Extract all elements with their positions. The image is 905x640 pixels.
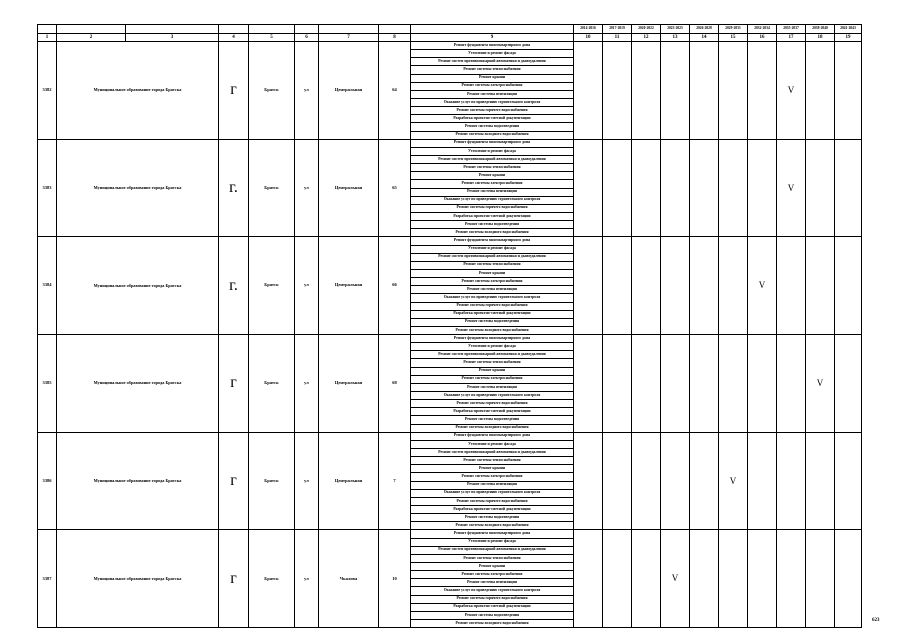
blank-header-cell <box>295 25 319 34</box>
work-type: Ремонт системы теплоснабжения <box>411 66 574 74</box>
period-cell <box>690 139 719 237</box>
work-type: Ремонт крыши <box>411 367 574 375</box>
owner-name: Муниципальное образование города Братска <box>57 432 219 530</box>
work-type: Ремонт системы электроснабжения <box>411 375 574 383</box>
street-type: ул <box>295 530 319 628</box>
work-type: Ремонт системы водоотведения <box>411 221 574 229</box>
column-number: 12 <box>632 34 661 42</box>
period-cell <box>748 42 777 140</box>
work-type: Оказание услуг по проведению строительного контроля <box>411 489 574 497</box>
work-type: Ремонт системы горячего водоснабжения <box>411 302 574 310</box>
period-cell <box>719 42 748 140</box>
blank-header-cell <box>411 25 574 34</box>
period-cell <box>574 335 603 433</box>
column-number: 15 <box>719 34 748 42</box>
period-cell <box>719 335 748 433</box>
house-number: 68 <box>379 335 411 433</box>
period-cell <box>632 432 661 530</box>
work-type: Разработка проектно-сметной документации <box>411 603 574 611</box>
blank-header-cell <box>249 25 295 34</box>
work-type: Ремонт системы теплоснабжения <box>411 261 574 269</box>
repair-period-mark: V <box>806 335 835 433</box>
work-type: Оказание услуг по проведению строительного контроля <box>411 196 574 204</box>
city-name: Братск <box>249 530 295 628</box>
period-cell <box>632 237 661 335</box>
year-period-header: 2041-2043 <box>835 25 862 34</box>
work-type: Ремонт системы водоотведения <box>411 611 574 619</box>
work-type: Ремонт системы горячего водоснабжения <box>411 400 574 408</box>
work-row <box>38 530 862 538</box>
repair-period-mark: V <box>777 42 806 140</box>
work-type: Ремонт системы вентиляции <box>411 286 574 294</box>
street-type: ул <box>295 42 319 140</box>
year-period-header: 2038-2040 <box>806 25 835 34</box>
work-type: Ремонт системы холодного водоснабжения <box>411 522 574 530</box>
work-type: Ремонт системы водоотведения <box>411 416 574 424</box>
period-cell <box>603 530 632 628</box>
year-period-header: 2032-2034 <box>748 25 777 34</box>
street-name: Центральная <box>319 237 379 335</box>
street-type: ул <box>295 237 319 335</box>
column-number: 7 <box>319 34 379 42</box>
column-number: 3 <box>126 34 219 42</box>
work-type: Оказание услуг по проведению строительного контроля <box>411 98 574 106</box>
owner-name: Муниципальное образование города Братска <box>57 139 219 237</box>
period-cell <box>632 42 661 140</box>
period-cell <box>806 139 835 237</box>
work-type: Ремонт системы водоотведения <box>411 123 574 131</box>
period-cell <box>748 139 777 237</box>
period-cell <box>777 530 806 628</box>
blank-header-cell <box>38 25 57 34</box>
period-cell <box>806 530 835 628</box>
work-type: Ремонт системы электроснабжения <box>411 278 574 286</box>
work-type: Разработка проектно-сметной документации <box>411 408 574 416</box>
period-cell <box>806 237 835 335</box>
record-id: 3385 <box>38 335 57 433</box>
period-cell <box>574 432 603 530</box>
period-cell <box>835 530 862 628</box>
street-name: Центральная <box>319 432 379 530</box>
column-number: 14 <box>690 34 719 42</box>
period-cell <box>777 335 806 433</box>
work-row <box>38 432 862 440</box>
work-type: Ремонт фундамента многоквартирного дома <box>411 432 574 440</box>
period-cell <box>719 530 748 628</box>
period-cell <box>661 42 690 140</box>
work-type: Ремонт систем противопожарной автоматики и дымоудаления <box>411 546 574 554</box>
year-period-header: 2029-2031 <box>719 25 748 34</box>
column-number: 17 <box>777 34 806 42</box>
year-period-header: 2026-2028 <box>690 25 719 34</box>
period-cell <box>574 139 603 237</box>
work-type: Ремонт систем противопожарной автоматики и дымоудаления <box>411 351 574 359</box>
work-type: Ремонт фундамента многоквартирного дома <box>411 42 574 50</box>
city-name: Братск <box>249 432 295 530</box>
year-period-header: 2014-2016 <box>574 25 603 34</box>
period-cell <box>603 335 632 433</box>
work-type: Оказание услуг по проведению строительного контроля <box>411 587 574 595</box>
work-type: Ремонт системы холодного водоснабжения <box>411 424 574 432</box>
work-type: Разработка проектно-сметной документации <box>411 310 574 318</box>
work-type: Ремонт крыши <box>411 172 574 180</box>
period-cell <box>719 237 748 335</box>
work-row <box>38 139 862 147</box>
work-type: Ремонт системы горячего водоснабжения <box>411 497 574 505</box>
period-cell <box>835 139 862 237</box>
column-number: 19 <box>835 34 862 42</box>
column-number: 8 <box>379 34 411 42</box>
street-name: Центральная <box>319 335 379 433</box>
city-name: Братск <box>249 335 295 433</box>
period-cell <box>806 432 835 530</box>
period-cell <box>574 237 603 335</box>
work-type: Утепление и ремонт фасада <box>411 50 574 58</box>
work-type: Утепление и ремонт фасада <box>411 147 574 155</box>
work-row <box>38 335 862 343</box>
period-cell <box>835 432 862 530</box>
year-period-header: 2023-2025 <box>661 25 690 34</box>
work-type: Ремонт системы водоотведения <box>411 514 574 522</box>
work-type: Ремонт фундамента многоквартирного дома <box>411 237 574 245</box>
period-cell <box>632 139 661 237</box>
work-type: Ремонт систем противопожарной автоматики и дымоудаления <box>411 155 574 163</box>
repair-period-mark: V <box>661 530 690 628</box>
city-type: г <box>219 42 249 140</box>
period-cell <box>748 432 777 530</box>
owner-name: Муниципальное образование города Братска <box>57 42 219 140</box>
column-number: 16 <box>748 34 777 42</box>
capital-repair-schedule-table <box>37 24 862 628</box>
column-number: 11 <box>603 34 632 42</box>
column-number: 6 <box>295 34 319 42</box>
owner-name: Муниципальное образование города Братска <box>57 237 219 335</box>
house-number: 65 <box>379 139 411 237</box>
work-type: Ремонт систем противопожарной автоматики и дымоудаления <box>411 449 574 457</box>
work-type: Ремонт системы вентиляции <box>411 90 574 98</box>
work-type: Разработка проектно-сметной документации <box>411 115 574 123</box>
work-type: Ремонт системы вентиляции <box>411 383 574 391</box>
work-type: Ремонт системы теплоснабжения <box>411 164 574 172</box>
city-type: г <box>219 335 249 433</box>
period-cell <box>748 530 777 628</box>
column-number: 5 <box>249 34 295 42</box>
work-type: Ремонт фундамента многоквартирного дома <box>411 530 574 538</box>
work-type: Ремонт системы горячего водоснабжения <box>411 595 574 603</box>
work-type: Ремонт системы холодного водоснабжения <box>411 229 574 237</box>
column-number-row <box>38 34 862 42</box>
period-cell <box>690 42 719 140</box>
work-type: Ремонт крыши <box>411 563 574 571</box>
period-cell <box>632 530 661 628</box>
period-cell <box>603 432 632 530</box>
work-row <box>38 42 862 50</box>
work-type: Ремонт системы электроснабжения <box>411 473 574 481</box>
work-type: Оказание услуг по проведению строительного контроля <box>411 392 574 400</box>
period-cell <box>603 237 632 335</box>
period-cell <box>603 42 632 140</box>
repair-period-mark: V <box>719 432 748 530</box>
column-number: 9 <box>411 34 574 42</box>
work-type: Ремонт крыши <box>411 269 574 277</box>
work-type: Утепление и ремонт фасада <box>411 538 574 546</box>
house-number: 64 <box>379 42 411 140</box>
blank-header-cell <box>57 25 126 34</box>
work-type: Ремонт фундамента многоквартирного дома <box>411 139 574 147</box>
page-number: 623 <box>872 618 880 623</box>
work-type: Разработка проектно-сметной документации <box>411 212 574 220</box>
work-type: Ремонт системы холодного водоснабжения <box>411 326 574 334</box>
repair-period-mark: V <box>777 139 806 237</box>
record-id: 3386 <box>38 432 57 530</box>
column-number: 18 <box>806 34 835 42</box>
work-type: Ремонт системы холодного водоснабжения <box>411 619 574 627</box>
work-type: Ремонт систем противопожарной автоматики и дымоудаления <box>411 58 574 66</box>
period-cell <box>835 237 862 335</box>
period-cell <box>661 335 690 433</box>
work-type: Ремонт системы теплоснабжения <box>411 359 574 367</box>
work-type: Ремонт системы холодного водоснабжения <box>411 131 574 139</box>
street-name: Центральная <box>319 139 379 237</box>
record-id: 3382 <box>38 42 57 140</box>
city-name: Братск <box>249 139 295 237</box>
street-type: ул <box>295 335 319 433</box>
period-cell <box>632 335 661 433</box>
period-cell <box>661 237 690 335</box>
work-type: Ремонт системы электроснабжения <box>411 180 574 188</box>
period-cell <box>661 432 690 530</box>
work-type: Ремонт систем противопожарной автоматики и дымоудаления <box>411 253 574 261</box>
work-type: Ремонт системы горячего водоснабжения <box>411 107 574 115</box>
column-number: 2 <box>57 34 126 42</box>
record-id: 3387 <box>38 530 57 628</box>
house-number: 10 <box>379 530 411 628</box>
column-number: 10 <box>574 34 603 42</box>
year-header-row <box>38 25 862 34</box>
city-name: Братск <box>249 237 295 335</box>
work-row <box>38 237 862 245</box>
period-cell <box>835 335 862 433</box>
period-cell <box>777 432 806 530</box>
period-cell <box>603 139 632 237</box>
period-cell <box>777 237 806 335</box>
work-type: Ремонт системы водоотведения <box>411 318 574 326</box>
street-name: Чкалова <box>319 530 379 628</box>
work-type: Утепление и ремонт фасада <box>411 343 574 351</box>
owner-name: Муниципальное образование города Братска <box>57 530 219 628</box>
work-type: Ремонт крыши <box>411 465 574 473</box>
year-period-header: 2020-2022 <box>632 25 661 34</box>
owner-name: Муниципальное образование города Братска <box>57 335 219 433</box>
city-type: г <box>219 432 249 530</box>
work-type: Оказание услуг по проведению строительного контроля <box>411 294 574 302</box>
work-type: Утепление и ремонт фасада <box>411 245 574 253</box>
repair-period-mark: V <box>748 237 777 335</box>
year-period-header: 2035-2037 <box>777 25 806 34</box>
period-cell <box>748 335 777 433</box>
period-cell <box>690 237 719 335</box>
period-cell <box>574 530 603 628</box>
work-type: Ремонт системы вентиляции <box>411 188 574 196</box>
house-number: 7 <box>379 432 411 530</box>
record-id: 3384 <box>38 237 57 335</box>
work-type: Ремонт системы вентиляции <box>411 481 574 489</box>
city-type: г. <box>219 237 249 335</box>
period-cell <box>690 432 719 530</box>
work-type: Ремонт крыши <box>411 74 574 82</box>
period-cell <box>806 42 835 140</box>
work-type: Ремонт системы электроснабжения <box>411 82 574 90</box>
work-type: Ремонт системы теплоснабжения <box>411 554 574 562</box>
work-type: Ремонт системы горячего водоснабжения <box>411 204 574 212</box>
period-cell <box>661 139 690 237</box>
period-cell <box>690 335 719 433</box>
record-id: 3383 <box>38 139 57 237</box>
period-cell <box>835 42 862 140</box>
work-type: Ремонт фундамента многоквартирного дома <box>411 335 574 343</box>
street-name: Центральная <box>319 42 379 140</box>
year-period-header: 2017-2019 <box>603 25 632 34</box>
work-type: Разработка проектно-сметной документации <box>411 506 574 514</box>
work-type: Ремонт системы электроснабжения <box>411 571 574 579</box>
column-number: 4 <box>219 34 249 42</box>
work-type: Ремонт системы теплоснабжения <box>411 457 574 465</box>
period-cell <box>574 42 603 140</box>
city-name: Братск <box>249 42 295 140</box>
blank-header-cell <box>379 25 411 34</box>
period-cell <box>690 530 719 628</box>
work-type: Утепление и ремонт фасада <box>411 440 574 448</box>
column-number: 13 <box>661 34 690 42</box>
city-type: г <box>219 530 249 628</box>
period-cell <box>719 139 748 237</box>
column-number: 1 <box>38 34 57 42</box>
blank-header-cell <box>126 25 219 34</box>
blank-header-cell <box>319 25 379 34</box>
work-type: Ремонт системы вентиляции <box>411 579 574 587</box>
street-type: ул <box>295 432 319 530</box>
street-type: ул <box>295 139 319 237</box>
blank-header-cell <box>219 25 249 34</box>
house-number: 66 <box>379 237 411 335</box>
city-type: г. <box>219 139 249 237</box>
